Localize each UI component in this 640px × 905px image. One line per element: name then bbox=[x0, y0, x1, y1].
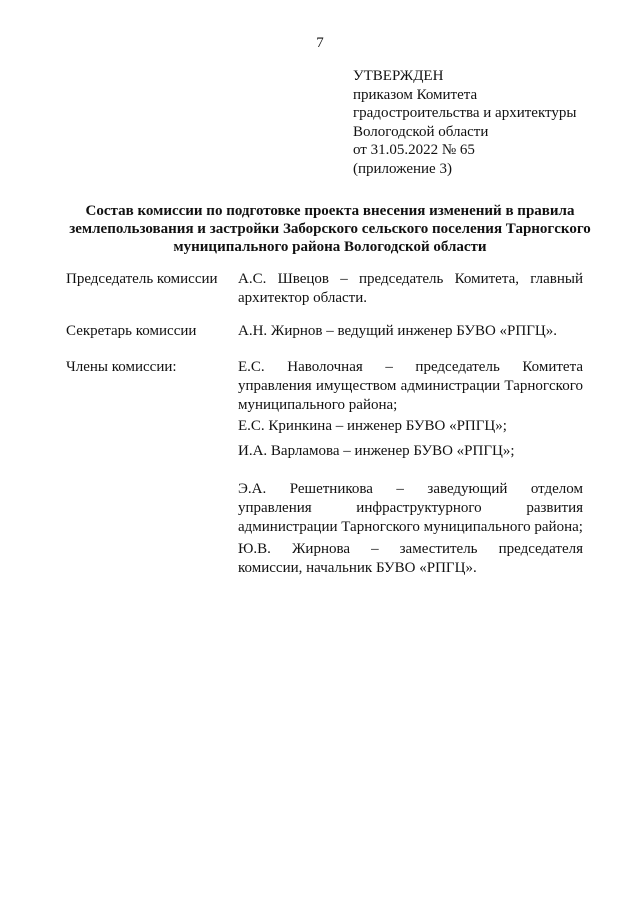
entry-line: архитектор области. bbox=[238, 290, 367, 306]
role-members: Члены комиссии: bbox=[66, 359, 177, 375]
member-entry bbox=[238, 358, 583, 415]
entry-line: А.С. Швецов – председатель Комитета, главный bbox=[238, 271, 583, 287]
page-number: 7 bbox=[316, 35, 324, 51]
chair-entry bbox=[238, 270, 583, 308]
entry-line: администрации Тарногского муниципального района; bbox=[238, 519, 583, 535]
heading-line: муниципального района Вологодской области bbox=[173, 239, 487, 255]
member-entry bbox=[238, 442, 583, 461]
approval-line: (приложение 3) bbox=[353, 160, 452, 177]
entry-line: А.Н. Жирнов – ведущий инженер БУВО «РПГЦ». bbox=[238, 323, 557, 339]
member-entry bbox=[238, 540, 583, 578]
entry-line: Е.С. Кринкина – инженер БУВО «РПГЦ»; bbox=[238, 418, 507, 434]
member-entry bbox=[238, 480, 583, 537]
member-entry bbox=[238, 417, 583, 436]
entry-line: управления имуществом администрации Тарногского bbox=[238, 378, 583, 394]
role-secretary: Секретарь комиссии bbox=[66, 323, 197, 339]
entry-line: муниципального района; bbox=[238, 397, 398, 413]
approval-title: УТВЕРЖДЕН bbox=[353, 68, 444, 84]
entry-line: управления инфраструктурного развития bbox=[238, 500, 583, 516]
entry-line: И.А. Варламова – инженер БУВО «РПГЦ»; bbox=[238, 443, 515, 459]
entry-line: Э.А. Решетникова – заведующий отделом bbox=[238, 481, 583, 497]
entry-line: Е.С. Наволочная – председатель Комитета bbox=[238, 359, 583, 375]
approval-block bbox=[353, 67, 576, 178]
secretary-entry bbox=[238, 322, 583, 341]
role-chair: Председатель комиссии bbox=[66, 271, 218, 287]
entry-line: комиссии, начальник БУВО «РПГЦ». bbox=[238, 560, 477, 576]
document-heading bbox=[60, 202, 600, 256]
heading-line: землепользования и застройки Заборского сельского поселения Тарногского bbox=[69, 221, 591, 237]
approval-line: от 31.05.2022 № 65 bbox=[353, 142, 475, 158]
approval-line: приказом Комитета bbox=[353, 86, 478, 103]
entry-line: Ю.В. Жирнова – заместитель председателя bbox=[238, 541, 583, 557]
heading-line: Состав комиссии по подготовке проекта внесения изменений в правила bbox=[85, 203, 575, 219]
approval-line: градостроительства и архитектуры bbox=[353, 105, 577, 121]
approval-line: Вологодской области bbox=[353, 123, 489, 140]
